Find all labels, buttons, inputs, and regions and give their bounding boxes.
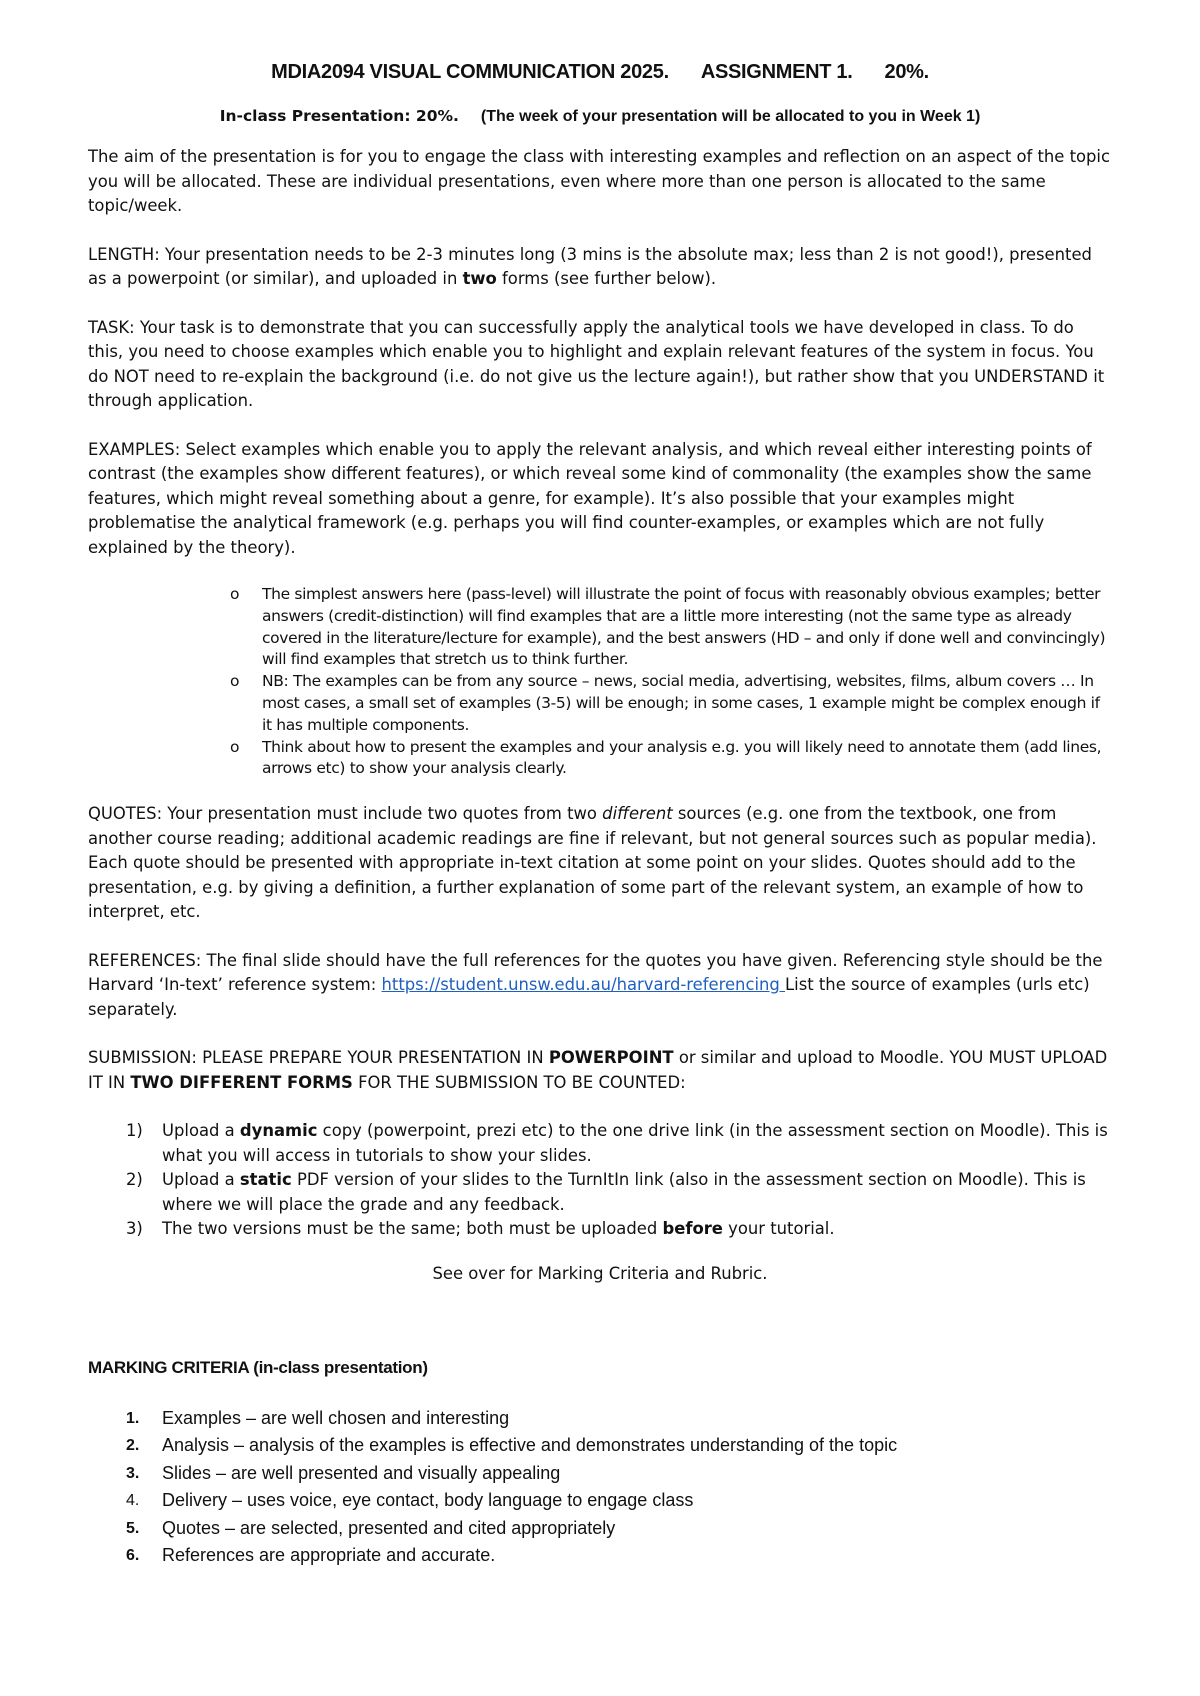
see-over-note: See over for Marking Criteria and Rubric. — [432, 1263, 768, 1283]
criterion-number: 1. — [126, 1409, 140, 1427]
examples-bullet-list — [88, 584, 1112, 780]
subtitle — [88, 104, 1112, 129]
quotes-paragraph — [88, 802, 1112, 925]
marking-criteria-heading: MARKING CRITERIA (in-class presentation) — [88, 1358, 428, 1378]
list-item — [126, 1515, 1112, 1543]
course-title: MDIA2094 VISUAL COMMUNICATION 2025. — [271, 61, 669, 83]
list-item — [230, 671, 1112, 736]
assignment-weight: 20%. — [884, 61, 929, 83]
criterion-text: Examples – are well chosen and interesting — [162, 1407, 510, 1428]
bullet-marker: o — [230, 585, 240, 603]
examples-paragraph: EXAMPLES: Select examples which enable you to apply the relevant analysis, and which reveal either interesting points of contrast (the examples show different features), or which reveal some kind of commonality (the examples show the same features, which might reveal something about a genre, for example). It’s also possible that your examples might problematise the analytical framework (e.g. perhaps you will find counter-examples, or examples which are not fully explained by the theory). — [88, 439, 1092, 557]
assignment-number: ASSIGNMENT 1. — [700, 61, 853, 83]
references-text-2: List the source of examples (urls etc) separately. — [88, 975, 1090, 1019]
step-number: 3) — [126, 1219, 143, 1239]
quotes-text-1: QUOTES: Your presentation must include two quotes from two — [88, 804, 603, 824]
step-text: PDF version of your slides to the TurnItIn link (also in the assessment section on Moodle). This is where we will place the grade and any feedback. — [162, 1170, 1086, 1214]
submission-text-2: or similar and upload to Moodle. YOU MUST UPLOAD IT IN — [88, 1048, 1108, 1092]
criterion-number: 5. — [126, 1519, 140, 1537]
list-item — [230, 584, 1112, 671]
list-item — [126, 1119, 1112, 1168]
list-item — [126, 1432, 1112, 1460]
criterion-text: Quotes – are selected, presented and cited appropriately — [162, 1517, 616, 1538]
step-bold: static — [239, 1170, 292, 1190]
step-bold: dynamic — [239, 1121, 318, 1141]
criterion-number: 6. — [126, 1547, 140, 1565]
submission-text-1: SUBMISSION: PLEASE PREPARE YOUR PRESENTATION IN — [88, 1048, 549, 1068]
submission-bold-1: POWERPOINT — [548, 1048, 674, 1068]
bullet-marker: o — [230, 672, 240, 691]
submission-steps-list — [88, 1119, 1112, 1242]
bullet-marker: o — [230, 737, 240, 756]
step-number: 1) — [126, 1121, 143, 1141]
step-text: copy (powerpoint, prezi etc) to the one drive link (in the assessment section on Moodle). This is what you will access in tutorials to show your slides. — [162, 1121, 1108, 1165]
list-item — [126, 1487, 1112, 1515]
criterion-text: References are appropriate and accurate. — [162, 1545, 496, 1566]
criterion-number: 4. — [126, 1492, 140, 1510]
bullet-text: The simplest answers here (pass-level) will illustrate the point of focus with reasonably obvious examples; better answers (credit-distinction) will find examples that are a little more interesting (not the same type as already covered in the literature/lecture for example), and the best answers (HD – and only if done well and convincingly) will find examples that stretch us to think further. — [262, 585, 1106, 669]
marking-criteria-list — [88, 1405, 1112, 1570]
task-paragraph: TASK: Your task is to demonstrate that you can successfully apply the analytical tools we have developed in class. To do this, you need to choose examples which enable you to highlight and explain relevant features of the system in focus. You do NOT need to re-explain the background (i.e. do not give us the lecture again!), but rather show that you UNDERSTAND it through application. — [88, 317, 1105, 410]
list-item — [230, 737, 1112, 781]
criterion-text: Delivery – uses voice, eye contact, body language to engage class — [162, 1490, 694, 1511]
subtitle-main: In-class Presentation: 20%. — [219, 107, 459, 125]
quotes-text-2: sources (e.g. one from the textbook, one from another course reading; additional academic readings are fine if relevant, but not general sources such as popular media). Each quote should be presented with appropriate in-text citation at some point on your slides. Quotes should add to the presentation, e.g. by giving a definition, a further explanation of some part of the relevant system, an example of how to interpret, etc. — [88, 804, 1097, 922]
bullet-text: Think about how to present the examples and your analysis e.g. you will likely need to annotate them (add lines, arrows etc) to show your analysis clearly. — [262, 737, 1102, 778]
step-text: The two versions must be the same; both must be uploaded — [162, 1219, 663, 1239]
references-paragraph — [88, 949, 1112, 1023]
length-text-1: LENGTH: Your presentation needs to be 2-3 minutes long (3 mins is the absolute max; less than 2 is not good!), presented as a powerpoint (or similar), and uploaded in — [88, 244, 1092, 288]
step-text: Upload a — [162, 1121, 240, 1141]
criterion-text: Slides – are well presented and visually appealing — [162, 1462, 561, 1483]
quotes-italic: different — [602, 804, 673, 824]
bullet-text: NB: The examples can be from any source – news, social media, advertising, websites, films, album covers … In most cases, a small set of examples (3-5) will be enough; in some cases, 1 example might be complex enough if it has multiple components. — [262, 672, 1100, 734]
list-item — [126, 1217, 1112, 1242]
step-bold: before — [662, 1219, 723, 1239]
step-text: Upload a — [162, 1170, 240, 1190]
references-text-1: REFERENCES: The final slide should have the full references for the quotes you have given. Referencing style should be the Harvard ‘In-text’ reference system: — [88, 950, 1103, 995]
list-item — [126, 1542, 1112, 1570]
list-item — [126, 1460, 1112, 1488]
length-text-2: forms (see further below). — [496, 269, 717, 288]
step-text: your tutorial. — [722, 1219, 835, 1239]
subtitle-note: (The week of your presentation will be allocated to you in Week 1) — [480, 108, 981, 125]
criterion-number: 2. — [126, 1437, 140, 1455]
page-title — [88, 58, 1112, 86]
criterion-text: Analysis – analysis of the examples is effective and demonstrates understanding of the topic — [162, 1435, 898, 1456]
step-number: 2) — [126, 1170, 143, 1190]
list-item — [126, 1405, 1112, 1433]
submission-bold-2: TWO DIFFERENT FORMS — [130, 1072, 353, 1092]
harvard-referencing-link[interactable]: https://student.unsw.edu.au/harvard-referencing — [381, 975, 786, 995]
length-paragraph — [88, 243, 1112, 292]
list-item — [126, 1168, 1112, 1217]
submission-paragraph — [88, 1046, 1112, 1095]
submission-text-3: FOR THE SUBMISSION TO BE COUNTED: — [352, 1072, 686, 1092]
criterion-number: 3. — [126, 1464, 140, 1482]
intro-paragraph: The aim of the presentation is for you to engage the class with interesting examples and reflection on an aspect of the topic you will be allocated. These are individual presentations, even where more than one person is allocated to the same topic/week. — [88, 147, 1110, 215]
length-bold: two — [462, 269, 497, 288]
